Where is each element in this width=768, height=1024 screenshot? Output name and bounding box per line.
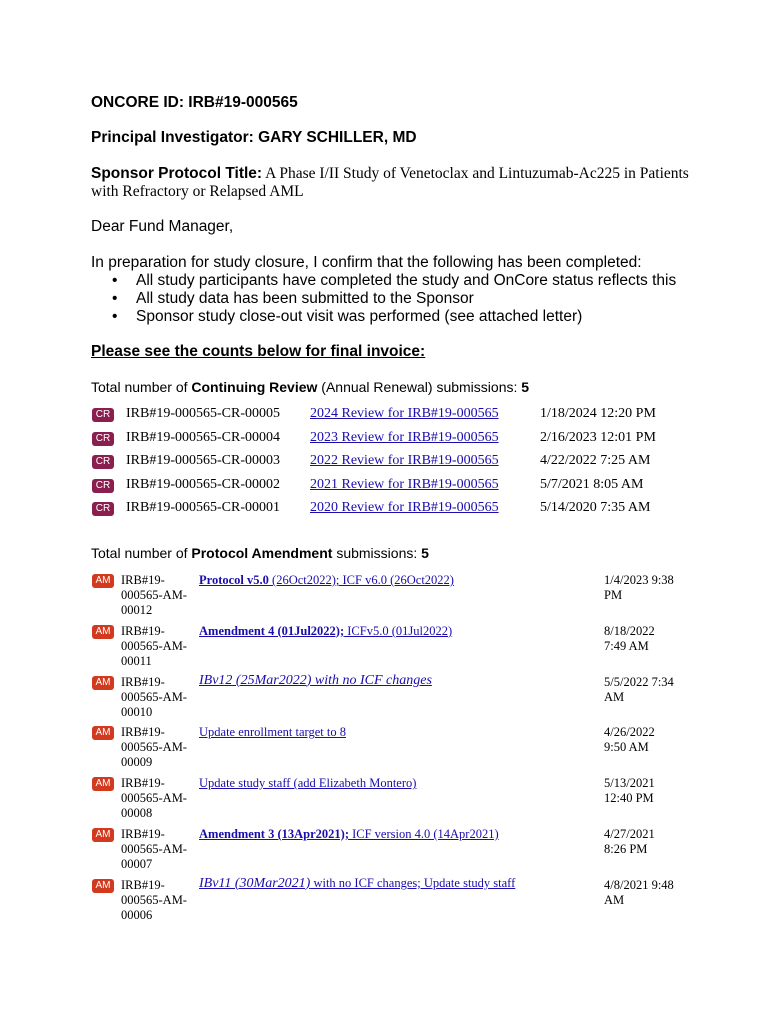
am-id-line: 000565-AM- (121, 791, 187, 806)
am-date (604, 878, 682, 908)
am-link-text: with no ICF changes; Update study staff (310, 875, 516, 890)
am-id-line: IRB#19- (121, 725, 165, 740)
cr-date: 4/22/2022 7:25 AM (540, 453, 651, 469)
am-date-line: 1/4/2023 9:38 (604, 573, 674, 587)
am-id-line: IRB#19- (121, 776, 165, 791)
cr-middle: (Annual Renewal) submissions: (317, 379, 522, 395)
am-link-text: ICF version 4.0 (14Apr2021) (348, 827, 499, 841)
am-amendment-link[interactable] (199, 573, 454, 588)
cr-date: 5/7/2021 8:05 AM (540, 476, 644, 492)
am-date-line: AM (604, 689, 625, 704)
am-badge: AM (92, 726, 114, 740)
am-amendment-link[interactable] (199, 673, 432, 689)
am-type: Protocol Amendment (191, 545, 333, 561)
cr-review-link[interactable]: 2020 Review for IRB#19-000565 (310, 500, 499, 516)
cr-badge: CR (92, 479, 114, 493)
am-date-line: 9:50 AM (604, 740, 649, 755)
am-id (121, 675, 191, 720)
am-count-line (91, 545, 429, 561)
am-date-line: PM (604, 588, 623, 602)
am-date-line: 7:49 AM (604, 638, 649, 653)
cr-id: IRB#19-000565-CR-00003 (126, 453, 280, 469)
am-date-line: 4/8/2021 9:48 (604, 877, 674, 892)
bullet-icon: • (112, 290, 118, 307)
am-id (121, 573, 191, 618)
am-middle: submissions: (332, 545, 422, 561)
cr-date: 1/18/2024 12:20 PM (540, 406, 656, 421)
am-id-line: 00008 (121, 806, 153, 821)
cr-badge: CR (92, 502, 114, 516)
cr-review-link[interactable]: 2024 Review for IRB#19-000565 (310, 406, 499, 421)
am-date-line: 4/27/2021 (604, 827, 655, 841)
cr-date: 2/16/2023 12:01 PM (540, 429, 656, 445)
am-link-bold: Amendment 4 (01Jul2022); (199, 623, 345, 638)
am-id-line: 000565-AM- (121, 689, 187, 704)
principal-investigator: Principal Investigator: GARY SCHILLER, MD (91, 129, 417, 146)
am-id-line: 000565-AM- (121, 892, 187, 907)
cr-badge: CR (92, 432, 114, 446)
am-amendment-link[interactable] (199, 725, 346, 740)
am-link-text: (26Oct2022); ICF v6.0 (26Oct2022) (268, 573, 454, 587)
oncore-id: ONCORE ID: IRB#19-000565 (91, 94, 298, 111)
cr-date: 5/14/2020 7:35 AM (540, 500, 651, 516)
sponsor-protocol-title (91, 165, 689, 183)
bullet-text: All study participants have completed the study and OnCore status reflects this (136, 272, 677, 289)
am-date-line: 5/13/2021 (604, 776, 655, 791)
am-link-text: Update enrollment target to 8 (199, 725, 346, 740)
am-id-line: 000565-AM- (121, 638, 187, 653)
am-id-line: 00006 (121, 907, 153, 922)
cr-type: Continuing Review (191, 379, 318, 395)
am-badge: AM (92, 625, 114, 639)
am-id (121, 827, 191, 872)
am-prefix: Total number of (91, 545, 192, 561)
am-count: 5 (421, 545, 429, 561)
am-date-line: 8/18/2022 (604, 623, 655, 638)
cr-review-link[interactable]: 2023 Review for IRB#19-000565 (310, 429, 499, 445)
am-id-line: 00010 (121, 704, 153, 719)
am-id-line: 00011 (121, 653, 152, 668)
am-id-line: IRB#19- (121, 827, 165, 841)
bullet-item (112, 290, 474, 308)
am-badge: AM (92, 777, 114, 791)
am-link-text: ICFv5.0 (01Jul2022) (344, 623, 453, 638)
cr-badge: CR (92, 455, 114, 469)
am-link-bold: Protocol v5.0 (199, 573, 269, 587)
am-amendment-link[interactable] (199, 624, 452, 639)
cr-review-link[interactable]: 2022 Review for IRB#19-000565 (310, 453, 499, 469)
am-date-line: AM (604, 892, 625, 907)
bullet-text: Sponsor study close-out visit was performed (see attached letter) (136, 308, 583, 325)
bullet-icon: • (112, 308, 118, 325)
am-amendment-link[interactable] (199, 876, 515, 892)
am-id (121, 878, 191, 923)
am-id-line: 000565-AM- (121, 588, 187, 602)
am-date-line: 4/26/2022 (604, 725, 655, 740)
am-date (604, 624, 682, 654)
am-id-line: 00009 (121, 755, 153, 770)
am-id (121, 776, 191, 821)
am-id (121, 725, 191, 770)
am-link-italic: IBv11 (30Mar2021) (199, 875, 311, 891)
am-date-line: 5/5/2022 7:34 (604, 674, 674, 689)
am-date (604, 776, 682, 806)
am-date-line: 8:26 PM (604, 842, 648, 856)
am-link-italic: IBv12 (25Mar2022) with no ICF changes (199, 672, 432, 688)
cr-id: IRB#19-000565-CR-00005 (126, 406, 280, 421)
cr-id: IRB#19-000565-CR-00004 (126, 429, 280, 445)
am-id-line: IRB#19- (121, 674, 165, 689)
am-date-line: 12:40 PM (604, 791, 654, 806)
am-badge: AM (92, 676, 114, 690)
cr-id: IRB#19-000565-CR-00002 (126, 476, 280, 492)
am-badge: AM (92, 574, 114, 588)
greeting: Dear Fund Manager, (91, 218, 234, 235)
cr-id: IRB#19-000565-CR-00001 (126, 500, 280, 516)
sponsor-label: Sponsor Protocol Title: (91, 165, 263, 182)
am-amendment-link[interactable] (199, 827, 499, 842)
am-link-bold: Amendment 3 (13Apr2021); (199, 827, 349, 841)
am-id-line: IRB#19- (121, 877, 165, 892)
am-date (604, 675, 682, 705)
cr-count: 5 (521, 379, 530, 395)
cr-badge: CR (92, 408, 114, 422)
bullet-text: All study data has been submitted to the Sponsor (136, 290, 474, 307)
bullet-item (112, 272, 676, 290)
am-id-line: 00007 (121, 857, 153, 871)
am-id-line: 00012 (121, 603, 153, 617)
am-id-line: IRB#19- (121, 623, 165, 638)
am-date (604, 573, 682, 603)
cr-count-line (91, 379, 529, 395)
counts-heading: Please see the counts below for final invoice: (91, 343, 426, 360)
intro-text: In preparation for study closure, I confirm that the following has been completed: (91, 254, 642, 271)
sponsor-title-line2: with Refractory or Relapsed AML (91, 183, 304, 200)
cr-prefix: Total number of (91, 379, 192, 395)
am-id (121, 624, 191, 669)
am-id-line: IRB#19- (121, 573, 165, 587)
am-date (604, 827, 682, 857)
cr-review-link[interactable]: 2021 Review for IRB#19-000565 (310, 476, 499, 492)
am-date (604, 725, 682, 755)
am-badge: AM (92, 879, 114, 893)
am-badge: AM (92, 828, 114, 842)
am-amendment-link[interactable] (199, 776, 416, 791)
am-id-line: 000565-AM- (121, 842, 187, 856)
sponsor-title-line1: A Phase I/II Study of Venetoclax and Lintuzumab-Ac225 in Patients (262, 165, 689, 182)
bullet-item (112, 308, 582, 326)
am-id-line: 000565-AM- (121, 740, 187, 755)
bullet-icon: • (112, 272, 118, 289)
am-link-text: Update study staff (add Elizabeth Montero) (199, 776, 417, 791)
